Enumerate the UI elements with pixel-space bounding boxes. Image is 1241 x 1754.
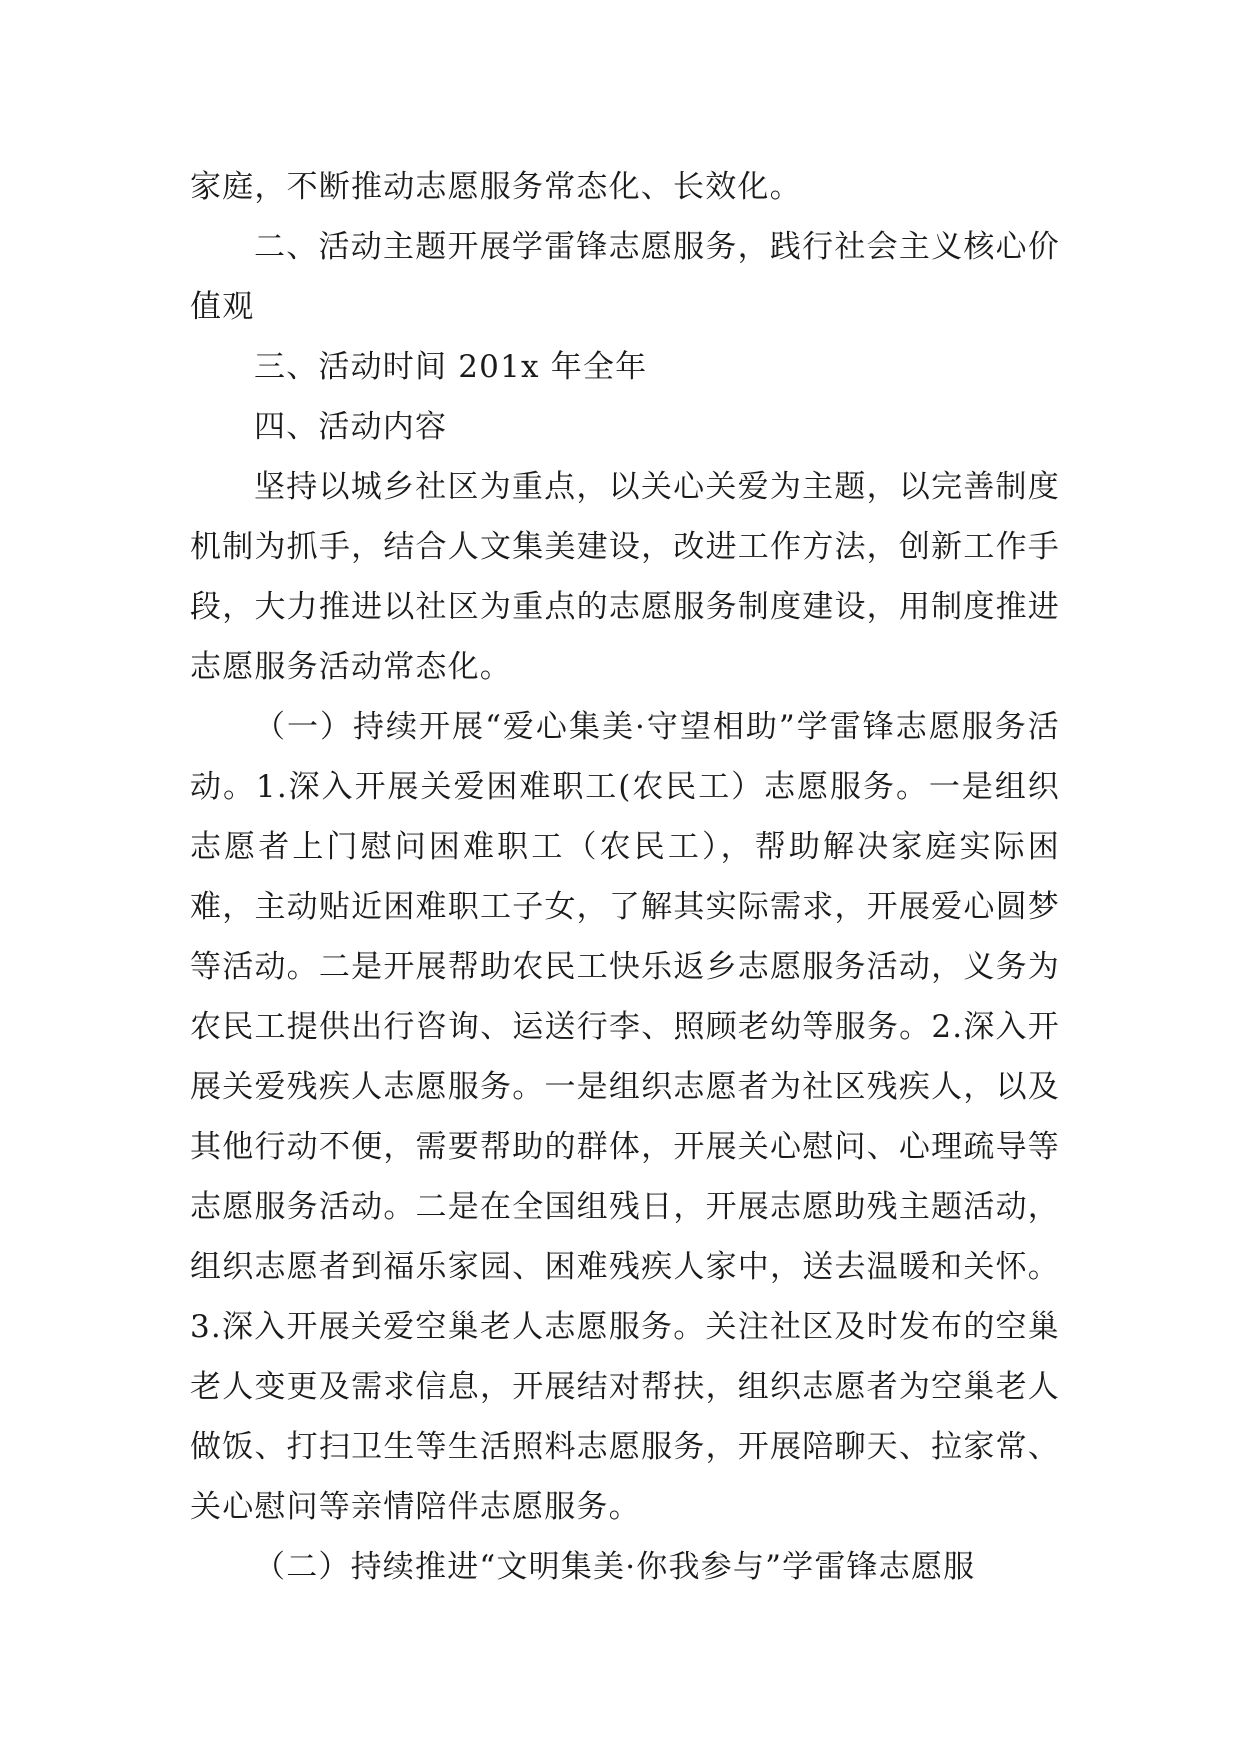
- section-content-heading: 四、活动内容: [254, 409, 448, 445]
- paragraph-subsection-two: （二）持续推进“文明集美·你我参与”学雷锋志愿服: [254, 1549, 976, 1585]
- paragraph-subsection-one: （一）持续开展“爱心集美·守望相助”学雷锋志愿服务活动。1.深入开展关爱困难职工(农民工）志愿服务。一是组织志愿者上门慰问困难职工（农民工），帮助解决家庭实际困难，主动贴近困难职工子女，了解其实际需求，开展爱心圆梦等活动。二是开展帮助农民工快乐返乡志愿服务活动，义务为农民工提供出行咨询、运送行李、照顾老幼等服务。2.深入开展关爱残疾人志愿服务。一是组织志愿者为社区残疾人，以及其他行动不便，需要帮助的群体，开展关心慰问、心理疏导等志愿服务活动。二是在全国组残日，开展志愿助残主题活动，组织志愿者到福乐家园、困难残疾人家中，送去温暖和关怀。3.深入开展关爱空巢老人志愿服务。关注社区及时发布的空巢老人变更及需求信息，开展结对帮扶，组织志愿者为空巢老人做饭、打扫卫生等生活照料志愿服务，开展陪聊天、拉家常、关心慰问等亲情陪伴志愿服务。: [190, 709, 1060, 1525]
- section-time: 三、活动时间 201x 年全年: [254, 349, 648, 385]
- document-body: [190, 157, 1060, 1597]
- section-theme: 二、活动主题开展学雷锋志愿服务，践行社会主义核心价值观: [190, 229, 1060, 325]
- paragraph-continuation: 家庭，不断推动志愿服务常态化、长效化。: [190, 169, 802, 205]
- paragraph-content-intro: 坚持以城乡社区为重点，以关心关爱为主题，以完善制度机制为抓手，结合人文集美建设，改进工作方法，创新工作手段，大力推进以社区为重点的志愿服务制度建设，用制度推进志愿服务活动常态化。: [190, 469, 1060, 685]
